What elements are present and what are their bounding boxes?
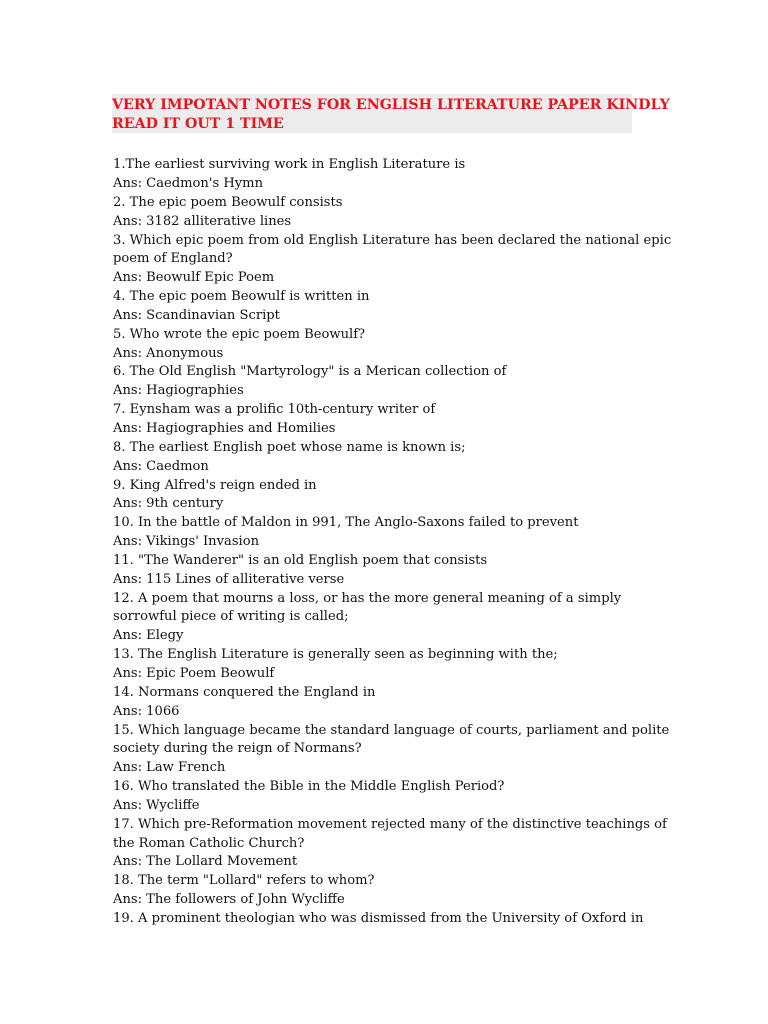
question-line: 2. The epic poem Beowulf consists [113, 194, 343, 210]
answer-line: Ans: Beowulf Epic Poem [113, 270, 275, 286]
question-line: 13. The English Literature is generally seen as beginning with the; [113, 647, 558, 663]
question-line: 15. Which language became the standard language of courts, parliament and polite [113, 722, 670, 738]
question-line: poem of England? [113, 251, 233, 267]
question-line: 11. "The Wanderer" is an old English poem that consists [113, 552, 488, 568]
document-page [112, 94, 672, 929]
question-line: the Roman Catholic Church? [113, 835, 305, 851]
answer-line: Ans: Hagiographies [113, 383, 244, 399]
question-line: 19. A prominent theologian who was dismissed from the University of Oxford in [113, 910, 644, 926]
answer-line: Ans: 1066 [113, 703, 180, 719]
question-answer-list [113, 156, 672, 929]
answer-line: Ans: Scandinavian Script [113, 307, 280, 323]
answer-line: Ans: Caedmon [113, 458, 209, 474]
question-line: 7. Eynsham was a prolific 10th-century writer of [113, 402, 436, 418]
question-line: 17. Which pre-Reformation movement rejected many of the distinctive teachings of [113, 816, 667, 832]
answer-line: Ans: 115 Lines of alliterative verse [113, 571, 345, 587]
answer-line: Ans: Law French [113, 760, 226, 776]
title-line-2: READ IT OUT 1 TIME [112, 115, 284, 132]
question-line: 4. The epic poem Beowulf is written in [113, 289, 370, 305]
answer-line: Ans: Vikings' Invasion [113, 534, 260, 550]
question-line: 14. Normans conquered the England in [113, 684, 376, 700]
question-line: 3. Which epic poem from old English Literature has been declared the national epic [113, 232, 672, 248]
answer-line: Ans: Epic Poem Beowulf [113, 665, 275, 681]
document-title [112, 94, 670, 133]
answer-line: Ans: Wycliffe [113, 797, 200, 813]
question-line: 6. The Old English "Martyrology" is a Merican collection of [113, 364, 507, 380]
answer-line: Ans: Caedmon's Hymn [113, 176, 264, 192]
question-line: 10. In the battle of Maldon in 991, The Anglo-Saxons failed to prevent [113, 515, 579, 531]
question-line: 5. Who wrote the epic poem Beowulf? [113, 326, 366, 342]
question-line: 9. King Alfred's reign ended in [113, 477, 317, 493]
question-line: 1.The earliest surviving work in English Literature is [113, 157, 466, 173]
answer-line: Ans: Elegy [113, 628, 184, 644]
answer-line: Ans: Hagiographies and Homilies [113, 421, 336, 436]
answer-line: Ans: The followers of John Wycliffe [113, 892, 345, 908]
question-line: 12. A poem that mourns a loss, or has the more general meaning of a simply [113, 590, 622, 606]
answer-line: Ans: The Lollard Movement [113, 854, 298, 870]
question-line: society during the reign of Normans? [113, 741, 362, 757]
answer-line: Ans: 9th century [113, 496, 224, 512]
answer-line: Ans: 3182 alliterative lines [113, 213, 292, 229]
title-line-1: VERY IMPOTANT NOTES FOR ENGLISH LITERATURE PAPER KINDLY [112, 97, 670, 113]
question-line: 8. The earliest English poet whose name is known is; [113, 439, 466, 455]
answer-line: Ans: Anonymous [113, 345, 224, 361]
question-line: 16. Who translated the Bible in the Middle English Period? [113, 779, 505, 795]
question-line: 18. The term "Lollard" refers to whom? [113, 873, 375, 889]
question-line: sorrowful piece of writing is called; [113, 609, 349, 625]
